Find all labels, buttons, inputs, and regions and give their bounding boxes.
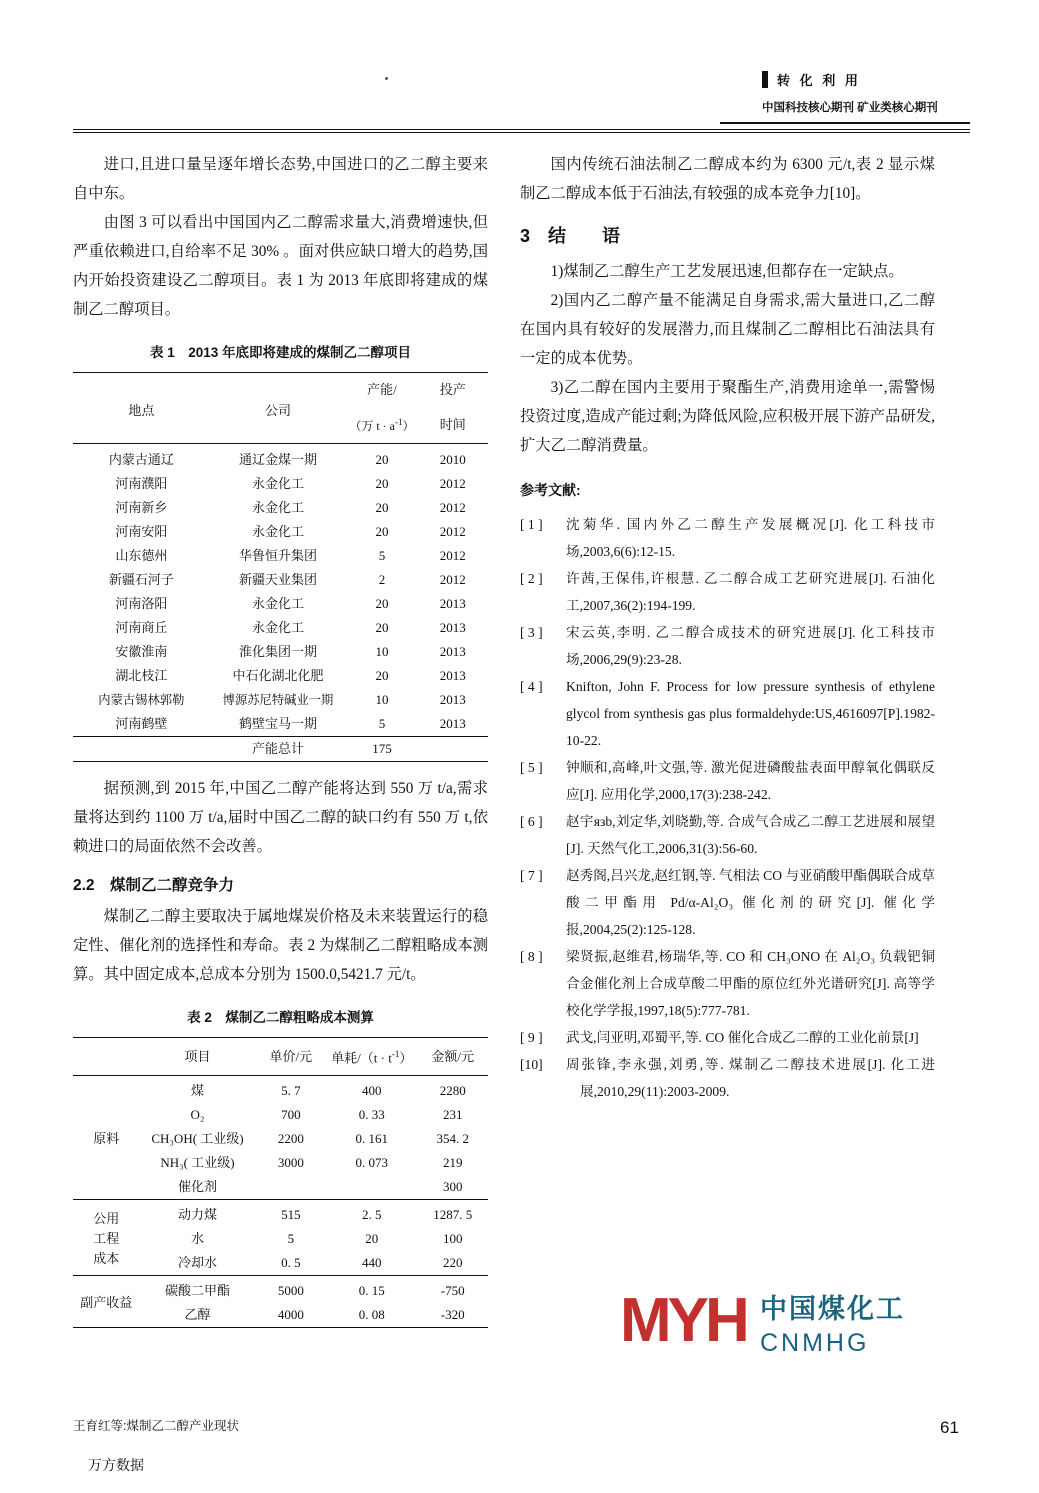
reference-number: [ 5 ] [520,760,543,775]
cell: 219 [442,1155,463,1170]
cell: 山东德州 [115,548,168,563]
table-row [73,568,488,592]
cell: 10 [375,692,389,707]
reference-number: [ 8 ] [520,949,543,964]
cell: 20 [365,1231,379,1246]
t1-h-company: 公司 [265,402,292,418]
page-speck [385,77,388,80]
cell: 0. 073 [355,1155,389,1170]
reference-text: 宋云英,李明. 乙二醇合成技术的研究进展[J]. 化工科技市场,2006,29(9):23-28. [566,625,935,667]
cell: 3000 [277,1155,304,1170]
table-total-row [73,737,488,762]
conclusion-3: 3)乙二醇在国内主要用于聚酯生产,消费用途单一,需警惕投资过度,造成产能过剩;为降低风险,应积极开展下游产品研发,扩大乙二醇消费量。 [520,379,935,454]
cell: 2013 [439,644,466,659]
cell: 20 [375,668,389,683]
cell: 700 [281,1107,301,1122]
header-subtitle: 中国科技核心期刊 矿业类核心期刊 [762,102,938,114]
paragraph-r1: 国内传统石油法制乙二醇成本约为 6300 元/t,表 2 显示煤制乙二醇成本低于石油法,有较强的成本竞争力[10]。 [520,156,935,202]
total-value: 175 [372,741,392,756]
cell: 乙醇 [184,1307,211,1322]
cell: 2012 [439,572,466,587]
table-row [73,496,488,520]
table-row [73,520,488,544]
cell: 内蒙古通辽 [108,452,174,467]
cell: 2 [378,572,386,587]
total-label: 产能总计 [252,741,305,756]
t2-h-amount: 金额/元 [431,1049,475,1064]
reference-item [520,619,935,673]
cell: 博源苏尼特碱业一期 [222,693,334,707]
cell: 5 [287,1231,295,1246]
cell: 5 [378,716,386,731]
page-rule-top [73,129,970,130]
cell: 冷却水 [177,1255,217,1270]
cell: 2200 [277,1131,304,1146]
reference-number: [ 2 ] [520,571,543,586]
cell: 20 [375,620,389,635]
cell: 515 [281,1207,301,1222]
cell: 20 [375,476,389,491]
t1-h-capacity: 产能/ [367,382,397,397]
header-rule [720,122,970,124]
reference-number: [ 3 ] [520,625,543,640]
group-label-utility: 公用 工程 成本 [93,1211,120,1266]
reference-item [520,808,935,862]
cell: 中石化湖北化肥 [232,668,324,683]
heading-section-3-number: 3 [520,226,531,246]
conclusion-2: 2)国内乙二醇产量不能满足自身需求,需大量进口,乙二醇在国内具有较好的发展潜力,而且煤制乙二醇相比石油法具有一定的成本优势。 [520,292,935,367]
table2-caption: 表 2 煤制乙二醇粗略成本测算 [187,1010,374,1025]
group-label-byproduct: 副产收益 [80,1295,133,1310]
t2-h-item: 项目 [184,1049,211,1064]
page-header [762,70,967,115]
cell: 300 [442,1179,463,1194]
cell: 400 [362,1083,382,1098]
watermark-en-text: CNMHG [760,1329,870,1357]
conclusion-1: 1)煤制乙二醇生产工艺发展迅速,但都存在一定缺点。 [550,263,904,280]
cell: 231 [442,1107,463,1122]
reference-number: [10] [520,1057,543,1072]
t1-h-start: 投产 [439,382,466,397]
reference-number: [ 1 ] [520,517,543,532]
cell: 20 [375,596,389,611]
cell: 0. 5 [281,1255,301,1270]
heading-section-3-title: 结 语 [548,226,621,246]
reference-number: [ 6 ] [520,814,543,829]
group-label-raw: 原料 [93,1131,120,1146]
watermark [620,1285,920,1370]
cell: NH₃( 工业级) [160,1155,235,1170]
cell: 2012 [439,548,466,563]
page-rule-top-2 [73,132,970,133]
table-row [73,640,488,664]
cell: 2013 [439,692,466,707]
cell: 2. 5 [362,1207,382,1222]
cell: 煤 [190,1083,204,1098]
reference-item [520,1051,935,1105]
t1-h-location: 地点 [128,402,155,418]
cell: 永金化工 [252,476,305,491]
header-block-icon [762,71,768,88]
table-row [73,472,488,496]
table-row [73,664,488,688]
page-number: 61 [940,1418,959,1437]
reference-text: 许茜,王保伟,许根慧. 乙二醇合成工艺研究进展[J]. 石油化工,2007,36(2):194-199. [566,571,935,613]
reference-text: Knifton, John F. Process for low pressure synthesis of ethylene glycol from synthesis gas plus formaldehyde:US,4616097[P].1982-10-22. [566,679,935,748]
cell: 5. 7 [281,1083,301,1098]
cell: CH₃OH( 工业级) [151,1131,244,1146]
t1-sub-capacity: （万 $t \cdot a^{-1}$） [349,417,415,433]
cell: 2013 [439,620,466,635]
cell: 20 [375,500,389,515]
cell: 20 [375,524,389,539]
reference-text: 梁贤振,赵维君,杨瑞华,等. CO 和 CH₃ONO 在 Al₂O₃ 负载钯铜合金催化剂上合成草酸二甲酯的原位红外光谱研究[J]. 高等学校化学学报,1997,18(5):777-781. [566,949,935,1018]
reference-item [520,511,935,565]
table-row [73,544,488,568]
cell: 动力煤 [177,1207,217,1222]
reference-number: [ 9 ] [520,1030,543,1045]
cell: O₂ [190,1107,205,1122]
cell: 永金化工 [252,500,305,515]
table-row [73,1079,488,1103]
table-row [73,688,488,712]
table-row [73,712,488,737]
cell: 湖北枝江 [115,668,168,683]
watermark-cn-text: 中国煤化工 [760,1294,905,1324]
reference-number: [ 7 ] [520,868,543,883]
header-title: 转 化 利 用 [777,73,861,88]
references-heading: 参考文献: [520,482,581,498]
reference-text: 武戈,闫亚明,邓蜀平,等. CO 催化合成乙二醇的工业化前景[J] [566,1030,919,1045]
t2-h-price: 单价/元 [269,1049,313,1064]
cell: 5 [378,548,386,563]
cell: 0. 161 [355,1131,389,1146]
reference-item [520,565,935,619]
cell: 354. 2 [436,1131,469,1146]
header-title-row [762,70,967,89]
reference-text: 赵宇язb,刘定华,刘晓勤,等. 合成气合成乙二醇工艺进展和展望[J]. 天然气化工,2006,31(3):56-60. [566,814,935,856]
cell: 0. 33 [358,1107,385,1122]
reference-text: 沈菊华. 国内外乙二醇生产发展概况[J]. 化工科技市场,2003,6(6):12-15. [566,517,935,559]
cell: 河南新乡 [115,500,168,515]
footer-running-title: 王育红等:煤制乙二醇产业现状 [73,1419,239,1433]
cell [256,1175,327,1200]
reference-item [520,673,935,754]
cell: -320 [440,1307,465,1322]
cell: 20 [375,452,389,467]
cell: 5000 [277,1283,304,1298]
reference-item [520,1024,935,1051]
paragraph-l1: 进口,且进口量呈逐年增长态势,中国进口的乙二醇主要来自中东。 [73,156,488,202]
cell: 永金化工 [252,524,305,539]
cell: 440 [362,1255,382,1270]
cell: 0. 08 [358,1307,385,1322]
cell: 内蒙古锡林郭勒 [98,693,185,707]
left-column [73,150,488,1328]
table-row [73,616,488,640]
cell: 2013 [439,668,466,683]
reference-item [520,754,935,808]
cell: 2012 [439,500,466,515]
heading-section-3 [520,222,935,251]
cell: 河南濮阳 [115,476,168,491]
table-row [73,592,488,616]
cell: 1287. 5 [433,1207,473,1222]
table-row [73,1279,488,1303]
paragraph-l2: 由图 3 可以看出中国国内乙二醇需求量大,消费增速快,但严重依赖进口,自给率不足 30% 。面对供应缺口增大的趋势,国内开始投资建设乙二醇项目。表 1 为 2013 年底即将建成的煤制乙二醇项目。 [73,214,488,318]
cell: 永金化工 [252,596,305,611]
cell: 华鲁恒升集团 [239,548,318,563]
t1-sub-start: 时间 [439,417,466,432]
right-column [520,150,935,1105]
reference-item [520,862,935,943]
cell: 淮化集团一期 [239,644,318,659]
table-row [73,448,488,472]
reference-item [520,943,935,1024]
cell [326,1175,417,1200]
cell: 2010 [439,452,466,467]
cell: 2012 [439,524,466,539]
cell: 安徽淮南 [115,644,168,659]
table1-caption: 表 1 2013 年底即将建成的煤制乙二醇项目 [149,345,412,360]
cell: 河南洛阳 [115,596,168,611]
cell: 4000 [277,1307,304,1322]
heading-2-2: 2.2 煤制乙二醇竞争力 [73,877,235,894]
table-cost [73,1037,488,1328]
footer-wanfang: 万方数据 [88,1457,144,1473]
cell: 2012 [439,476,466,491]
reference-text: 钟顺和,高峰,叶文强,等. 激光促进磷酸盐表面甲醇氧化偶联反应[J]. 应用化学,2000,17(3):238-242. [566,760,935,802]
paragraph-l3: 据预测,到 2015 年,中国乙二醇产能将达到 550 万 t/a,需求量将达到约 1100 万 t/a,届时中国乙二醇的缺口约有 550 万 t,依赖进口的局面依然不会改善。 [73,780,488,855]
reference-text: 周张锋,李永强,刘勇,等. 煤制乙二醇技术进展[J]. 化工进展,2010,29(11):2003-2009. [566,1057,935,1099]
table-projects [73,372,488,762]
cell: 0. 15 [358,1283,385,1298]
cell: 碳酸二甲酯 [164,1283,230,1298]
cell: 催化剂 [177,1179,217,1194]
watermark-logo: MYH [620,1286,746,1355]
cell: 永金化工 [252,620,305,635]
table-row [73,1203,488,1227]
cell: 100 [442,1231,463,1246]
reference-text: 赵秀阁,吕兴龙,赵红钢,等. 气相法 CO 与亚硝酸甲酯偶联合成草酸二甲酯用 Pd/α-Al₂O₃ 催化剂的研究[J]. 催化学报,2004,25(2):125-128. [566,868,935,937]
cell: 河南安阳 [115,524,168,539]
cell: 通辽金煤一期 [239,452,318,467]
cell: 河南商丘 [115,620,168,635]
cell: -750 [440,1283,465,1298]
reference-number: [ 4 ] [520,679,543,694]
cell: 鹤壁宝马一期 [239,716,318,731]
cell: 2013 [439,596,466,611]
cell: 220 [442,1255,463,1270]
cell: 河南鹤壁 [115,716,168,731]
cell: 2280 [439,1083,466,1098]
cell: 2013 [439,716,466,731]
cell: 水 [190,1231,204,1246]
cell: 10 [375,644,389,659]
t2-h-unit: 单耗$/(t \cdot t^{-1})$ [331,1049,413,1066]
cell: 新疆天业集团 [239,572,318,587]
cell: 新疆石河子 [108,572,174,587]
paragraph-l4: 煤制乙二醇主要取决于属地煤炭价格及未来装置运行的稳定性、催化剂的选择性和寿命。表 2 为煤制乙二醇粗略成本测算。其中固定成本,总成本分别为 1500.0,5421.7 元/t。 [73,908,488,983]
